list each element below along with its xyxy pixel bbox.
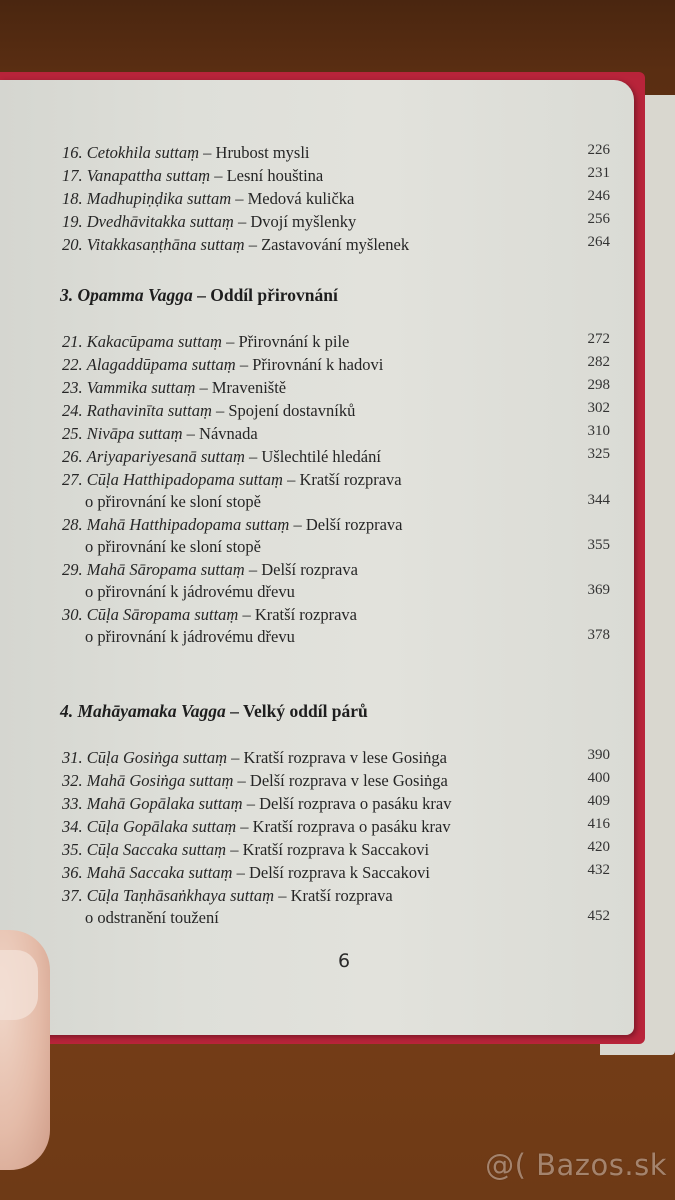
entry-page: 452 [587, 908, 610, 924]
toc-entry [62, 165, 610, 187]
dash: – [278, 886, 287, 905]
toc-entry [62, 354, 610, 376]
entry-page: 231 [587, 165, 610, 181]
entry-number: 30. [62, 605, 83, 624]
toc-entry [62, 885, 610, 929]
toc-entry [62, 331, 610, 353]
entry-pali: Cūḷa Hatthipadopama suttaṃ [86, 470, 283, 489]
entry-page: 344 [587, 492, 610, 508]
entry-title: Kratší rozprava k Saccakovi [242, 840, 430, 859]
section-heading [60, 285, 338, 306]
section-title: Oddíl přirovnání [210, 285, 338, 305]
dash: – [226, 332, 235, 351]
entry-pali: Nivāpa suttaṃ [86, 424, 183, 443]
dash: – [242, 605, 251, 624]
entry-page: 355 [587, 537, 610, 553]
section-heading [60, 701, 368, 722]
entry-number: 23. [62, 378, 83, 397]
entry-page: 378 [587, 627, 610, 643]
entry-page: 400 [587, 770, 610, 786]
entry-page: 420 [587, 839, 610, 855]
dash: – [287, 470, 296, 489]
toc-entry [62, 423, 610, 445]
entry-title: Delší rozprava v lese Gosiṅga [249, 771, 448, 790]
watermark: @( Bazos.sk [485, 1148, 667, 1182]
entry-pali: Mahā Saccaka suttaṃ [86, 863, 233, 882]
entry-page: 325 [587, 446, 610, 462]
entry-number: 25. [62, 424, 83, 443]
toc-entry [62, 747, 610, 769]
entry-title: Delší rozprava [261, 560, 358, 579]
dash: – [197, 285, 206, 305]
entry-title-continued: o přirovnání k jádrovému dřevu [85, 627, 295, 646]
dash: – [293, 515, 302, 534]
entry-pali: Madhupiṇḍika suttam [86, 189, 232, 208]
entry-number: 33. [62, 794, 83, 813]
entry-number: 34. [62, 817, 83, 836]
dash: – [231, 748, 240, 767]
entry-title: Přirovnání k pile [238, 332, 350, 351]
entry-number: 32. [62, 771, 83, 790]
entry-title: Ušlechtilé hledání [261, 447, 381, 466]
book-page [0, 80, 634, 1035]
toc-entry [62, 839, 610, 861]
entry-title: Delší rozprava o pasáku krav [259, 794, 452, 813]
entry-page: 264 [587, 234, 610, 250]
entry-pali: Ariyapariyesanā suttaṃ [86, 447, 245, 466]
toc-entry [62, 188, 610, 210]
entry-pali: Cūḷa Gosiṅga suttaṃ [86, 748, 228, 767]
entry-title: Kratší rozprava [299, 470, 402, 489]
entry-pali: Mahā Hatthipadopama suttaṃ [86, 515, 290, 534]
dash: – [248, 235, 257, 254]
section-pali: 4. [60, 701, 74, 721]
entry-page: 390 [587, 747, 610, 763]
entry-page: 432 [587, 862, 610, 878]
dash: – [186, 424, 195, 443]
dash: – [246, 794, 255, 813]
dash: – [230, 701, 239, 721]
dash: – [239, 355, 249, 374]
section-title: Velký oddíl párů [242, 701, 368, 721]
entry-title: Delší rozprava [305, 515, 403, 534]
entry-title: Hrubost mysli [215, 143, 310, 162]
toc-entry [62, 400, 610, 422]
entry-pali: Mahā Gopālaka suttaṃ [86, 794, 243, 813]
entry-pali: Mahā Sāropama suttaṃ [86, 560, 245, 579]
entry-number: 35. [62, 840, 83, 859]
dash: – [203, 143, 212, 162]
entry-page: 272 [587, 331, 610, 347]
entry-title: Medová kulička [247, 189, 355, 208]
entry-page: 310 [587, 423, 610, 439]
toc-entry [62, 142, 610, 164]
dash: – [249, 447, 258, 466]
toc-entry [62, 469, 610, 513]
entry-pali: Cūḷa Taṇhāsaṅkhaya suttaṃ [86, 886, 275, 905]
entry-title: Delší rozprava k Saccakovi [248, 863, 430, 882]
toc-entry [62, 862, 610, 884]
entry-title: Dvojí myšlenky [250, 212, 357, 231]
toc-entry [62, 793, 610, 815]
entry-number: 16. [62, 143, 83, 162]
entry-number: 18. [62, 189, 83, 208]
dash: – [236, 863, 245, 882]
dash: – [230, 840, 239, 859]
entry-pali: Dvedhāvitakka suttaṃ [86, 212, 234, 231]
entry-number: 31. [62, 748, 83, 767]
entry-pali: Cetokhila suttaṃ [86, 143, 200, 162]
dash: – [235, 189, 244, 208]
entry-title: Kratší rozprava v lese Gosiṅga [243, 748, 447, 767]
page-number: 6 [338, 950, 351, 972]
entry-number: 27. [62, 470, 83, 489]
toc-entry [62, 559, 610, 603]
toc-entry [62, 514, 610, 558]
toc-entry [62, 446, 610, 468]
entry-page: 282 [587, 354, 610, 370]
entry-pali: Vitakkasaṇṭhāna suttaṃ [86, 235, 245, 254]
entry-title: Návnada [199, 424, 258, 443]
entry-pali: Cūḷa Saccaka suttaṃ [86, 840, 227, 859]
entry-number: 26. [62, 447, 83, 466]
entry-page: 246 [587, 188, 610, 204]
dash: – [214, 166, 223, 185]
entry-pali: Rathavinīta suttaṃ [86, 401, 212, 420]
entry-title: Kratší rozprava [254, 605, 357, 624]
entry-number: 21. [62, 332, 83, 351]
entry-page: 226 [587, 142, 610, 158]
entry-page: 369 [587, 582, 610, 598]
dash: – [199, 378, 208, 397]
entry-title: Kratší rozprava o pasáku krav [252, 817, 451, 836]
entry-number: 37. [62, 886, 83, 905]
toc-entry [62, 211, 610, 233]
entry-page: 416 [587, 816, 610, 832]
entry-title: Spojení dostavníků [228, 401, 356, 420]
entry-number: 28. [62, 515, 83, 534]
dash: – [237, 212, 247, 231]
section-pali-title: Opamma Vagga [77, 285, 193, 305]
entry-number: 17. [62, 166, 83, 185]
dash: – [237, 771, 246, 790]
entry-page: 409 [587, 793, 610, 809]
entry-number: 36. [62, 863, 83, 882]
toc-entry [62, 234, 610, 256]
entry-title: Mraveniště [211, 378, 287, 397]
section-pali: 3. [60, 285, 74, 305]
thumbnail-highlight [0, 950, 38, 1020]
entry-title-continued: o přirovnání ke sloní stopě [85, 537, 261, 556]
entry-title: Zastavování myšlenek [261, 235, 410, 254]
entry-number: 29. [62, 560, 83, 579]
entry-title-continued: o přirovnání k jádrovému dřevu [85, 582, 295, 601]
toc-entry [62, 604, 610, 648]
entry-page: 298 [587, 377, 610, 393]
toc-entry [62, 816, 610, 838]
entry-title-continued: o přirovnání ke sloní stopě [85, 492, 261, 511]
entry-title: Kratší rozprava [290, 886, 393, 905]
dash: – [240, 817, 249, 836]
entry-pali: Mahā Gosiṅga suttaṃ [86, 771, 234, 790]
entry-number: 22. [62, 355, 83, 374]
entry-title: Lesní houština [226, 166, 324, 185]
section-pali-title: Mahāyamaka Vagga [77, 701, 226, 721]
entry-number: 20. [62, 235, 83, 254]
entry-pali: Vanapattha suttaṃ [86, 166, 211, 185]
entry-page: 256 [587, 211, 610, 227]
entry-pali: Cūḷa Gopālaka suttaṃ [86, 817, 237, 836]
entry-title-continued: o odstranění toužení [85, 908, 219, 927]
entry-number: 24. [62, 401, 83, 420]
toc-entry [62, 770, 610, 792]
dash: – [248, 560, 258, 579]
dash: – [216, 401, 225, 420]
entry-title: Přirovnání k hadovi [252, 355, 384, 374]
entry-pali: Alagaddūpama suttaṃ [86, 355, 236, 374]
entry-pali: Vammika suttaṃ [86, 378, 196, 397]
entry-page: 302 [587, 400, 610, 416]
entry-pali: Kakacūpama suttaṃ [86, 332, 222, 351]
entry-pali: Cūḷa Sāropama suttaṃ [86, 605, 239, 624]
toc-entry [62, 377, 610, 399]
entry-number: 19. [62, 212, 83, 231]
